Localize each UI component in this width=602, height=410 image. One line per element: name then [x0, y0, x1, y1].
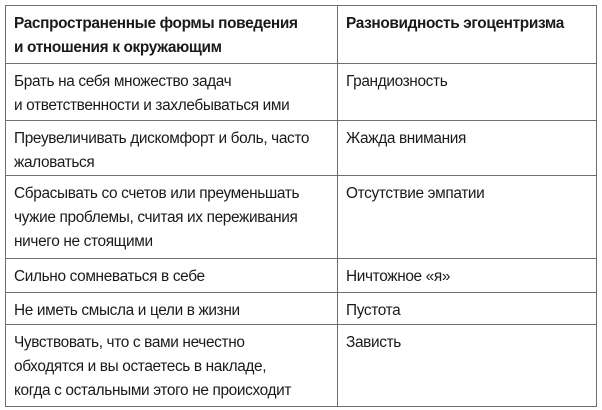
type-cell: Отсутствие эмпатии [338, 176, 597, 259]
header-egocentrism-type [338, 6, 597, 64]
behavior-cell [6, 293, 338, 325]
behavior-cell [6, 325, 338, 407]
table-row [6, 121, 597, 176]
header-behavior [6, 6, 338, 64]
behavior-line: чужие проблемы, считая их переживания [14, 209, 298, 226]
behavior-line: Сбрасывать со счетов или преуменьшать [14, 185, 300, 202]
type-cell: Пустота [338, 293, 597, 325]
table-row [6, 64, 597, 121]
type-cell: Ничтожное «я» [338, 259, 597, 293]
behavior-cell [6, 121, 338, 176]
behavior-line: Сильно сомневаться в себе [14, 268, 205, 285]
behavior-cell [6, 176, 338, 259]
behavior-line: Чувствовать, что с вами нечестно [14, 334, 245, 351]
behavior-line: ничего не стоящими [14, 233, 153, 250]
behavior-line: жаловаться [14, 154, 95, 171]
type-cell: Зависть [338, 325, 597, 407]
table-row [6, 259, 597, 293]
table-row [6, 176, 597, 259]
type-cell: Жажда внимания [338, 121, 597, 176]
header-type-line: Разновидность эгоцентризма [346, 15, 564, 32]
behavior-line: и ответственности и захлебываться ими [14, 97, 290, 114]
behavior-line: Не иметь смысла и цели в жизни [14, 302, 240, 319]
type-cell: Грандиозность [338, 64, 597, 121]
behavior-line: Преувеличивать дискомфорт и боль, часто [14, 130, 310, 147]
table-row [6, 293, 597, 325]
header-behavior-line: Распространенные формы поведения [14, 15, 298, 32]
header-behavior-line: и отношения к окружающим [14, 39, 222, 56]
behavior-line: Брать на себя множество задач [14, 73, 232, 90]
behavior-line: когда с остальными этого не происходит [14, 382, 292, 399]
behavior-cell [6, 64, 338, 121]
egocentrism-table [5, 5, 597, 407]
behavior-cell [6, 259, 338, 293]
table-row [6, 325, 597, 407]
table-header-row [6, 6, 597, 64]
behavior-line: обходятся и вы остаетесь в накладе, [14, 358, 267, 375]
